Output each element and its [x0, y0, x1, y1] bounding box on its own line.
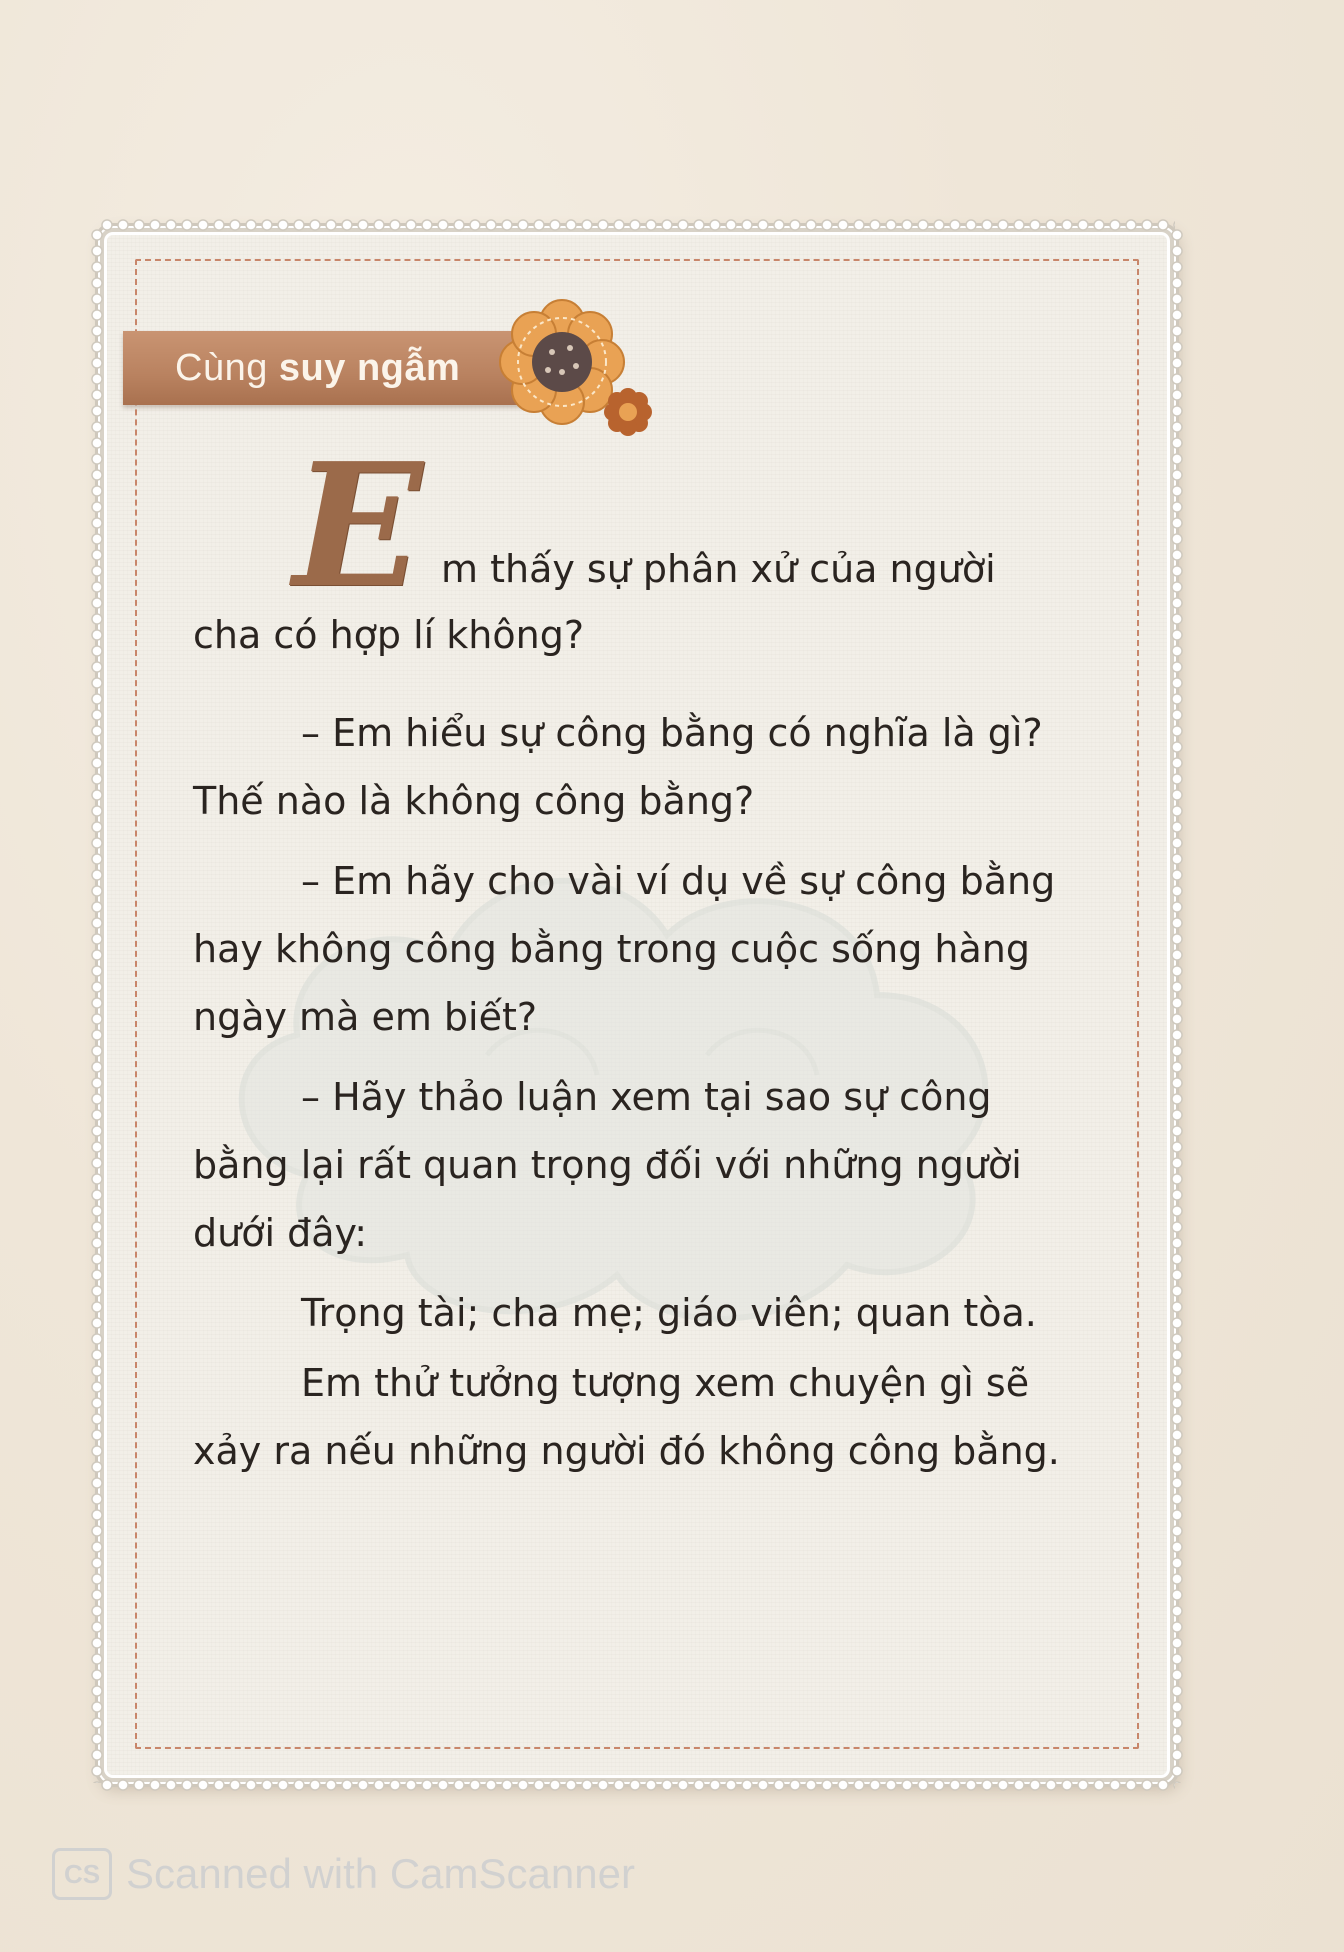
paragraph: – Em hãy cho vài ví dụ về sự công bằng hay không công bằng trong cuộc sống hàng ngày mà em biết?: [193, 859, 1056, 1039]
lace-border-top: [99, 217, 1175, 233]
paragraph: Em thử tưởng tượng xem chuyện gì sẽ xảy ra nếu những người đó không công bằng.: [193, 1361, 1060, 1473]
paragraph: Trọng tài; cha mẹ; giáo viên; quan tòa.: [301, 1291, 1037, 1335]
camscanner-icon: CS: [52, 1848, 112, 1900]
drop-cap: E: [293, 426, 423, 626]
paragraph: – Hãy thảo luận xem tại sao sự công bằng lại rất quan trọng đối với những người dưới đây:: [193, 1075, 1022, 1255]
watermark-text: Scanned with CamScanner: [126, 1850, 635, 1897]
lace-border-left: [89, 227, 105, 1783]
lace-border-right: [1169, 227, 1185, 1783]
small-flower-icon: [603, 387, 653, 437]
section-title-light: Cùng: [175, 346, 279, 389]
reflection-card: [107, 235, 1167, 1775]
lace-border-bottom: [99, 1777, 1175, 1793]
first-line: m thấy sự phân xử của người: [441, 547, 996, 591]
section-ribbon: [123, 331, 553, 405]
section-title: [175, 347, 460, 390]
paragraph: – Em hiểu sự công bằng có nghĩa là gì? Thế nào là không công bằng?: [193, 711, 1043, 823]
paragraph: cha có hợp lí không?: [193, 613, 585, 657]
section-title-bold: suy ngẫm: [278, 346, 461, 389]
camscanner-watermark: [52, 1848, 635, 1900]
